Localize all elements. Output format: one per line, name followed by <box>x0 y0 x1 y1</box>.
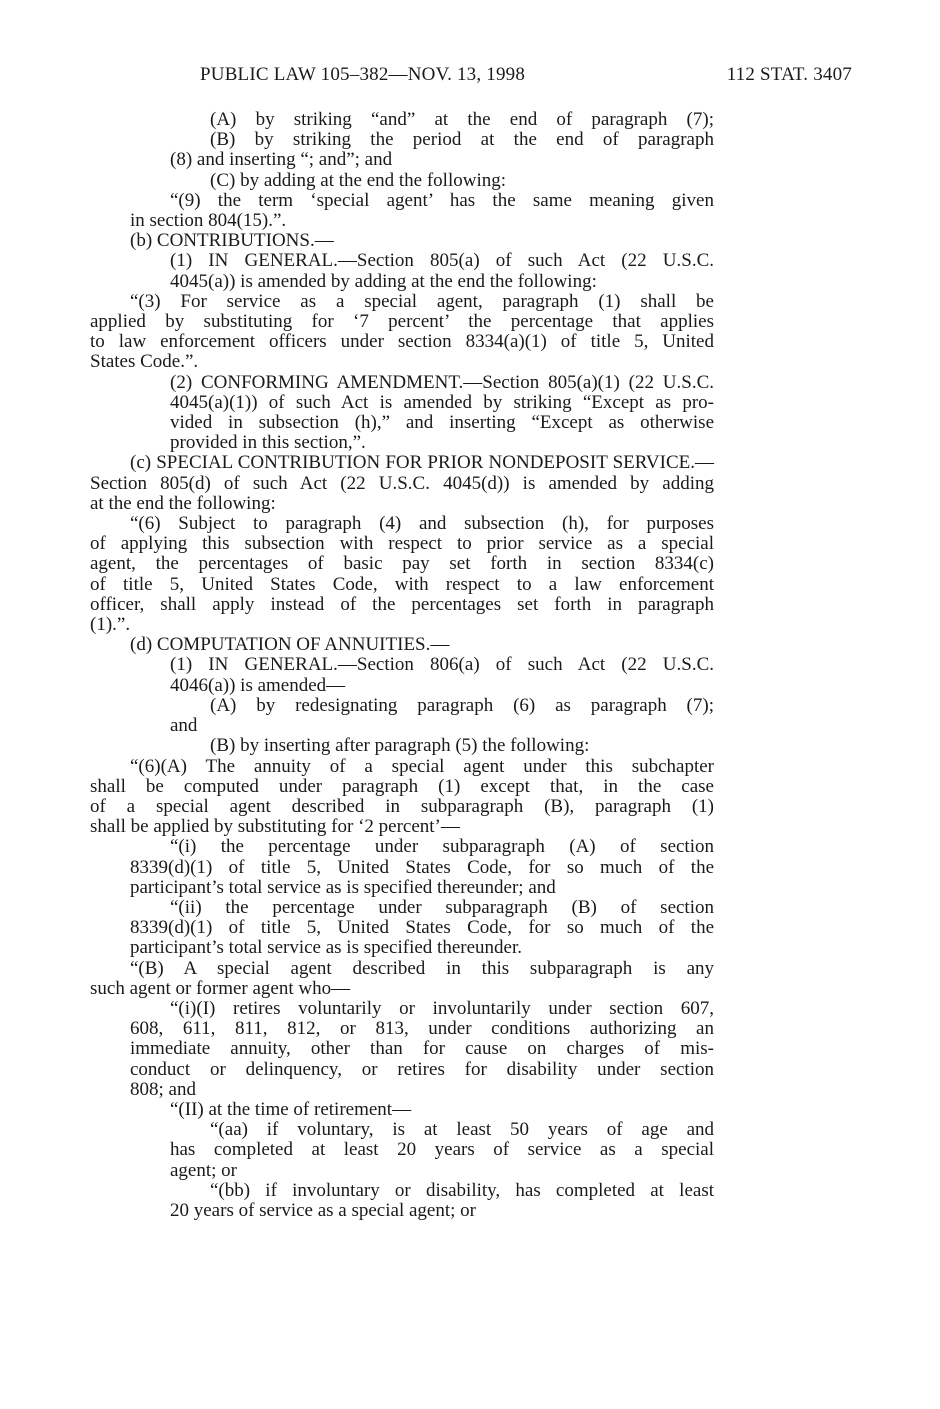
text-line: 20 years of service as a special agent; or <box>170 1199 476 1221</box>
text-line: “(3) For service as a special agent, paragraph (1) shall be <box>130 290 714 312</box>
text-line: (d) COMPUTATION OF ANNUITIES.— <box>130 634 450 656</box>
text-line: immediate annuity, other than for cause on charges of mis- <box>130 1038 714 1060</box>
text-line: (b) CONTRIBUTIONS.— <box>130 230 334 252</box>
text-line: conduct or delinquency, or retires for disability under section <box>130 1058 714 1080</box>
text-line: “(B) A special agent described in this subparagraph is any <box>130 957 714 979</box>
text-line: 8339(d)(1) of title 5, United States Code, for so much of the <box>130 856 714 878</box>
text-line: “(6)(A) The annuity of a special agent under this subchapter <box>130 755 714 777</box>
text-line: (A) by redesignating paragraph (6) as paragraph (7); <box>210 694 714 716</box>
text-line: vided in subsection (h),” and inserting “Except as otherwise <box>170 412 714 434</box>
header-title: PUBLIC LAW 105–382—NOV. 13, 1998 <box>200 64 526 85</box>
text-line: Section 805(d) of such Act (22 U.S.C. 4045(d)) is amended by adding <box>90 472 714 494</box>
running-header <box>0 64 940 88</box>
text-line: shall be computed under paragraph (1) except that, in the case <box>90 775 714 797</box>
text-line: of a special agent described in subparagraph (B), paragraph (1) <box>90 795 714 817</box>
text-line: “(ii) the percentage under subparagraph (B) of section <box>170 896 714 918</box>
text-line: “(i)(I) retires voluntarily or involuntarily under section 607, <box>170 997 714 1019</box>
text-line: to law enforcement officers under section 8334(a)(1) of title 5, United <box>90 331 714 353</box>
text-line: “(i) the percentage under subparagraph (A) of section <box>170 836 714 858</box>
text-line: (C) by adding at the end the following: <box>210 169 507 191</box>
text-line: 4045(a)(1)) of such Act is amended by striking “Except as pro- <box>170 391 714 413</box>
statute-text-body <box>90 110 714 1221</box>
text-line: 4045(a)) is amended by adding at the end the following: <box>170 270 597 292</box>
text-line: 808; and <box>130 1078 196 1100</box>
text-line: at the end the following: <box>90 492 276 514</box>
text-line: applied by substituting for ‘7 percent’ the percentage that applies <box>90 311 714 333</box>
text-line: in section 804(15).”. <box>130 210 287 232</box>
text-line: 4046(a)) is amended— <box>170 674 346 696</box>
text-line: officer, shall apply instead of the percentages set forth in paragraph <box>90 593 714 615</box>
text-line: 8339(d)(1) of title 5, United States Code, for so much of the <box>130 917 714 939</box>
text-line: and <box>170 715 198 737</box>
text-line: of title 5, United States Code, with respect to a law enforcement <box>90 573 714 595</box>
text-line: “(6) Subject to paragraph (4) and subsection (h), for purposes <box>130 513 714 535</box>
text-line: (A) by striking “and” at the end of paragraph (7); <box>210 109 714 130</box>
text-line: (B) by striking the period at the end of paragraph <box>210 129 714 151</box>
text-line: (2) CONFORMING AMENDMENT.—Section 805(a)(1) (22 U.S.C. <box>170 371 714 393</box>
text-line: (1) IN GENERAL.—Section 805(a) of such Act (22 U.S.C. <box>170 250 714 272</box>
text-line: participant’s total service as is specified thereunder; and <box>130 876 556 898</box>
text-line: (1) IN GENERAL.—Section 806(a) of such Act (22 U.S.C. <box>170 654 714 676</box>
text-line: (8) and inserting “; and”; and <box>170 149 393 171</box>
text-line: of applying this subsection with respect to prior service as a special <box>90 533 714 555</box>
text-line: participant’s total service as is specified thereunder. <box>130 937 522 959</box>
text-line: “(II) at the time of retirement— <box>170 1098 412 1120</box>
text-line: (B) by inserting after paragraph (5) the following: <box>210 735 590 757</box>
text-line: (1).”. <box>90 614 131 636</box>
text-line: shall be applied by substituting for ‘2 percent’— <box>90 816 460 838</box>
text-line: States Code.”. <box>90 351 199 373</box>
text-line: such agent or former agent who— <box>90 977 351 999</box>
text-line: has completed at least 20 years of service as a special <box>170 1139 714 1161</box>
text-line: provided in this section,”. <box>170 432 366 454</box>
text-line: agent; or <box>170 1159 238 1181</box>
text-line: “(bb) if involuntary or disability, has completed at least <box>210 1179 714 1201</box>
header-stat-citation: 112 STAT. 3407 <box>726 64 852 85</box>
text-line: “(aa) if voluntary, is at least 50 years of age and <box>210 1119 714 1141</box>
text-line: “(9) the term ‘special agent’ has the same meaning given <box>170 189 714 211</box>
text-line: agent, the percentages of basic pay set forth in section 8334(c) <box>90 553 714 575</box>
text-line: 608, 611, 811, 812, or 813, under conditions authorizing an <box>130 1018 714 1040</box>
text-line: (c) SPECIAL CONTRIBUTION FOR PRIOR NONDEPOSIT SERVICE.— <box>130 452 714 474</box>
